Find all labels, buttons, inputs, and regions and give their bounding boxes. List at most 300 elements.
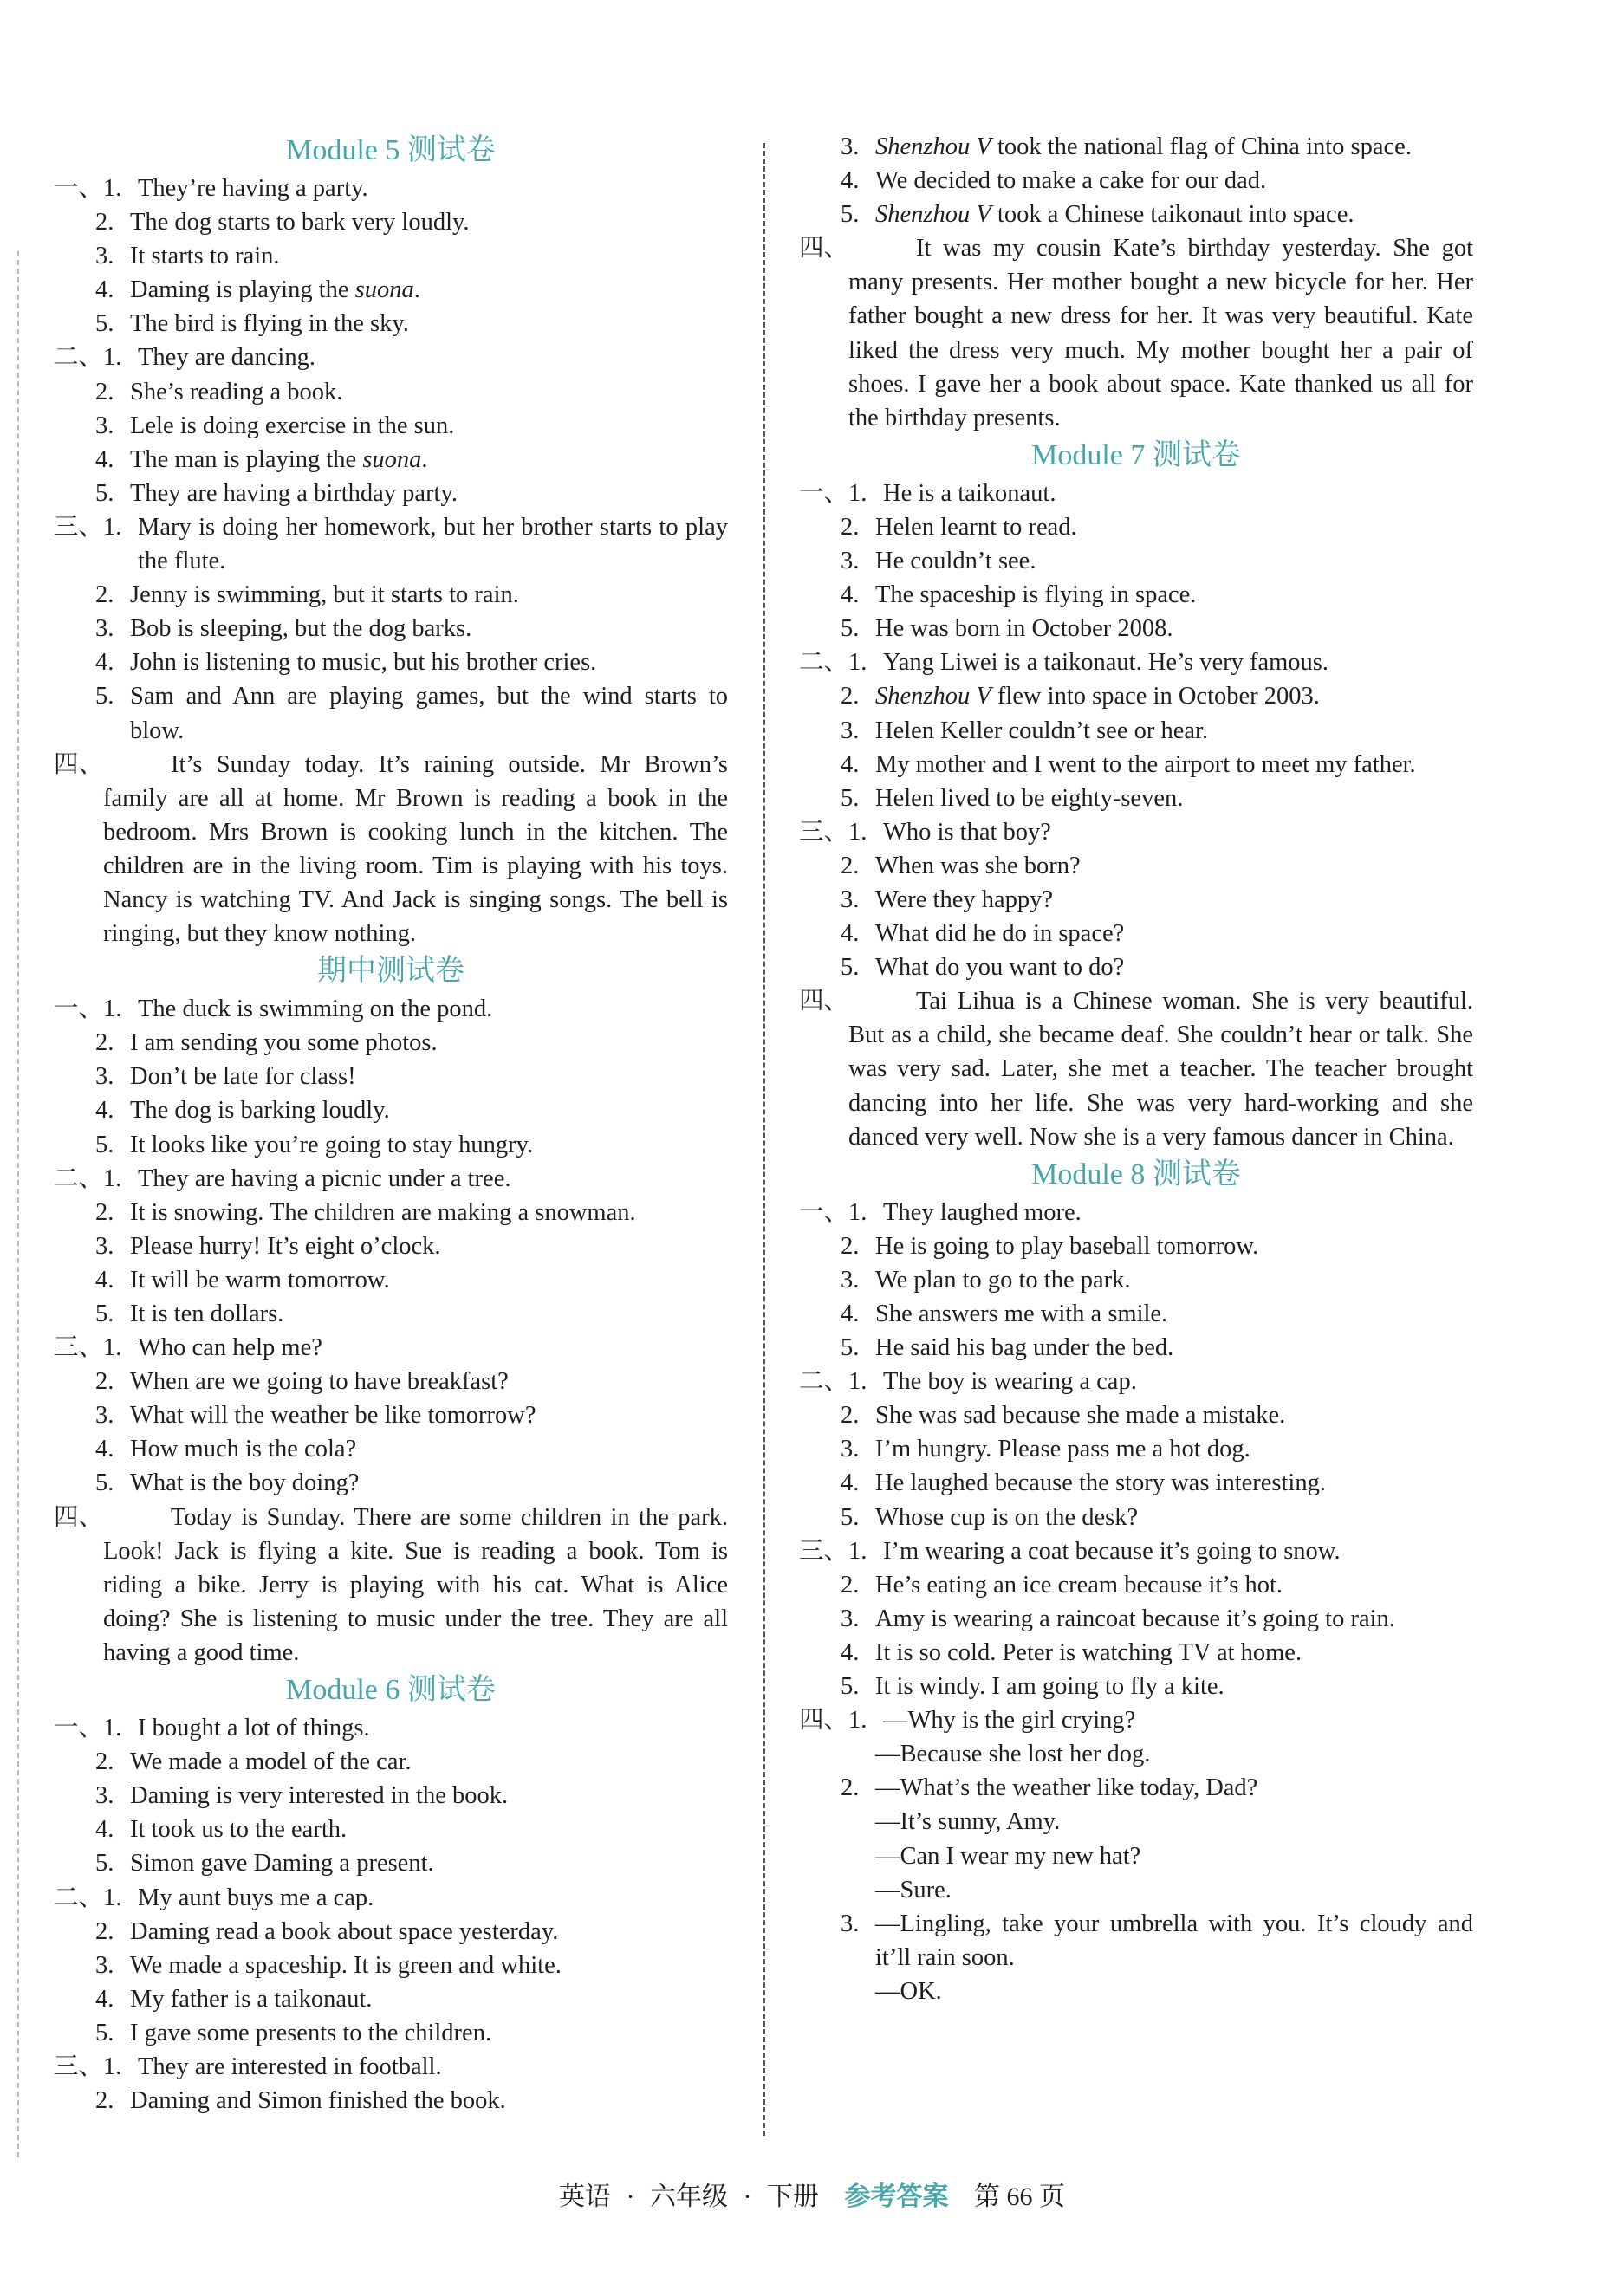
answer-item — [54, 2084, 728, 2118]
item-number — [841, 1975, 875, 2008]
item-number: 3. — [841, 548, 860, 575]
section-label — [799, 1501, 841, 1534]
answer-item — [54, 2016, 728, 2050]
section-label — [54, 612, 95, 645]
answer-item — [54, 341, 728, 374]
item-number: 2. — [95, 209, 114, 237]
item-number: 1. — [103, 996, 122, 1023]
answer-item — [54, 1432, 728, 1466]
item-number: 3. — [841, 717, 860, 744]
section-label: 一、 — [54, 175, 104, 202]
answer-text: The boy is wearing a cap. — [883, 1368, 1137, 1396]
answer-item — [799, 1432, 1473, 1466]
section-label — [799, 1907, 841, 1975]
answer-item — [54, 1846, 728, 1880]
answer-item — [54, 273, 728, 307]
item-number: 2. — [841, 852, 860, 879]
section-label — [799, 1839, 841, 1873]
answer-text: —Sure. — [875, 1876, 952, 1904]
item-number: 2. — [95, 581, 114, 609]
item-number: 3. — [95, 1063, 114, 1091]
section-label — [54, 1813, 95, 1846]
answer-text: When are we going to have breakfast? — [130, 1368, 509, 1396]
answer-text: Daming and Simon finished the book. — [130, 2087, 506, 2115]
item-number: 1. — [848, 1198, 867, 1226]
answer-item — [799, 815, 1473, 849]
answer-text: It will be warm tomorrow. — [130, 1266, 390, 1294]
section-label — [54, 375, 95, 409]
answer-text: Amy is wearing a raincoat because it’s going to rain. — [875, 1605, 1395, 1632]
item-number: 4. — [841, 1638, 860, 1666]
section-label — [799, 917, 841, 950]
answer-item — [54, 1162, 728, 1196]
answer-text: He said his bag under the bed. — [875, 1334, 1174, 1362]
answer-text: Shenzhou V took the national flag of China into space. — [875, 133, 1412, 160]
answer-item — [799, 1873, 1473, 1907]
item-number: 3. — [95, 412, 114, 439]
answer-item — [54, 375, 728, 409]
item-number: 4. — [841, 167, 860, 195]
section-label: 二、 — [799, 649, 849, 677]
item-number: 1. — [103, 344, 122, 372]
section-label — [799, 130, 841, 164]
item-number: 3. — [841, 1436, 860, 1463]
page-footer — [0, 2175, 1624, 2213]
section-label — [54, 2016, 95, 2050]
answer-text: He was born in October 2008. — [875, 615, 1173, 643]
section-label — [799, 1873, 841, 1907]
section-label: 一、 — [54, 996, 104, 1023]
section-label: 三、 — [54, 1334, 104, 1362]
item-number: 5. — [95, 479, 114, 507]
answer-text: Helen Keller couldn’t see or hear. — [875, 717, 1209, 744]
section-label — [799, 1805, 841, 1839]
section-label: 二、 — [54, 344, 104, 372]
answer-item — [54, 679, 728, 747]
answer-item — [54, 409, 728, 443]
answer-text: Were they happy? — [875, 885, 1054, 913]
section-label — [54, 409, 95, 443]
section-label — [799, 164, 841, 198]
answer-text: He is a taikonaut. — [883, 479, 1056, 507]
answer-text: Whose cup is on the desk? — [875, 1503, 1139, 1531]
answer-item — [799, 1466, 1473, 1500]
section-label — [54, 1128, 95, 1162]
answer-item — [54, 1398, 728, 1432]
answer-text: My mother and I went to the airport to meet my father. — [875, 750, 1416, 778]
answer-text: We plan to go to the park. — [875, 1266, 1131, 1294]
answer-item — [799, 1229, 1473, 1263]
answer-text: I’m hungry. Please pass me a hot dog. — [875, 1436, 1250, 1463]
item-number: 5. — [95, 1850, 114, 1878]
section-label — [54, 1398, 95, 1432]
item-number: 4. — [95, 276, 114, 304]
section-label — [799, 950, 841, 984]
answer-text: Yang Liwei is a taikonaut. He’s very famous. — [883, 649, 1328, 677]
passage-text: It was my cousin Kate’s birthday yesterday. She got many presents. Her mother bought a new bicycle for her. Her father bought a new dress for her. It was very beautiful. Kate liked the dress very much. My mother bought her a pair of shoes. I gave her a book about space. Kate thanked us all for the birthday presents. — [848, 235, 1473, 431]
section-title: Module 6 测试卷 — [286, 1674, 496, 1707]
section-label: 三、 — [799, 818, 849, 846]
item-number: 3. — [95, 1232, 114, 1260]
answer-text: What is the boy doing? — [130, 1469, 360, 1497]
answer-text: How much is the cola? — [130, 1436, 357, 1463]
section-label — [54, 273, 95, 307]
footer-page-number: 第 66 页 — [974, 2182, 1065, 2211]
answer-text: Sam and Ann are playing games, but the wind starts to blow. — [130, 683, 728, 744]
passage-text: Tai Lihua is a Chinese woman. She is very beautiful. But as a child, she became deaf. She couldn’t hear or talk. She was very sad. Later, she met a teacher. The teacher brought dancing into her life. She was very hard-working and she danced very well. Now she is a very famous dancer in China. — [848, 988, 1473, 1151]
answer-text: What do you want to do? — [875, 954, 1125, 982]
item-number: 4. — [95, 1097, 114, 1125]
item-number: 3. — [95, 1402, 114, 1430]
item-number: 1. — [848, 649, 867, 677]
section-label — [799, 849, 841, 883]
answer-item — [799, 645, 1473, 679]
answer-text: They’re having a party. — [138, 175, 368, 202]
answer-item — [799, 1771, 1473, 1805]
answer-item — [54, 205, 728, 239]
answer-text: Jenny is swimming, but it starts to rain. — [130, 581, 519, 609]
section-label: 三、 — [54, 513, 104, 541]
section-label — [54, 578, 95, 612]
item-number: 1. — [103, 2053, 122, 2080]
item-number: 5. — [95, 2019, 114, 2046]
section-label — [799, 1466, 841, 1500]
answer-item — [799, 1703, 1473, 1737]
answer-text: Bob is sleeping, but the dog barks. — [130, 615, 472, 643]
answer-item — [54, 1982, 728, 2016]
answer-text: Daming is very interested in the book. — [130, 1782, 509, 1810]
answer-text: Daming is playing the suona. — [130, 276, 420, 304]
item-number: 4. — [95, 649, 114, 677]
section-label — [54, 1779, 95, 1813]
footer-grade: 六年级 — [650, 2182, 728, 2211]
answer-item — [54, 1060, 728, 1093]
answer-item — [799, 782, 1473, 815]
section-label — [799, 1670, 841, 1703]
answer-text: —What’s the weather like today, Dad? — [875, 1774, 1258, 1802]
section-title: 期中测试卷 — [317, 955, 464, 988]
answer-text: Daming read a book about space yesterday. — [130, 1917, 559, 1945]
item-number: 2. — [841, 1402, 860, 1430]
answer-item — [799, 1670, 1473, 1703]
answer-text: Shenzhou V took a Chinese taikonaut into space. — [875, 201, 1354, 229]
answer-item — [799, 883, 1473, 917]
answer-text: He’s eating an ice cream because it’s hot. — [875, 1571, 1283, 1599]
answer-item — [799, 1568, 1473, 1602]
item-number: 1. — [103, 1334, 122, 1362]
answer-item — [799, 477, 1473, 510]
answer-text: Who is that boy? — [883, 818, 1051, 846]
section-label: 一、 — [799, 1198, 849, 1226]
item-number: 5. — [841, 784, 860, 812]
answer-item — [54, 645, 728, 679]
section-label — [799, 782, 841, 815]
section-label: 三、 — [54, 2053, 104, 2080]
passage-answer — [799, 231, 1473, 435]
answer-text: They are having a picnic under a tree. — [138, 1164, 511, 1192]
section-label: 二、 — [54, 1884, 104, 1911]
section-label — [54, 1982, 95, 2016]
item-number: 5. — [841, 1503, 860, 1531]
answer-text: He couldn’t see. — [875, 548, 1036, 575]
answer-text: When was she born? — [875, 852, 1081, 879]
section-label — [54, 1196, 95, 1229]
answer-item — [799, 950, 1473, 984]
footer-subject: 英语 — [559, 2182, 611, 2211]
section-label — [799, 1432, 841, 1466]
item-number — [841, 1839, 875, 1873]
passage-answer — [54, 748, 728, 951]
answer-item — [799, 1331, 1473, 1365]
item-number: 4. — [95, 445, 114, 473]
answer-text: They are interested in football. — [138, 2053, 442, 2080]
item-number: 3. — [841, 885, 860, 913]
section-label — [799, 1263, 841, 1297]
passage-text: Today is Sunday. There are some children in the park. Look! Jack is flying a kite. Sue is reading a book. Tom is riding a bike. Jerry is playing with his cat. What is Alice doing? She is listening to music under the tree. They are all having a good time. — [103, 1503, 728, 1666]
answer-item — [799, 1365, 1473, 1398]
answer-text: —Can I wear my new hat? — [875, 1842, 1141, 1870]
section-label — [54, 1026, 95, 1060]
answer-text: It is so cold. Peter is watching TV at home. — [875, 1638, 1302, 1666]
section-label — [799, 1975, 841, 2008]
answer-item — [799, 544, 1473, 578]
answer-item — [799, 510, 1473, 544]
section-label — [799, 679, 841, 713]
section-label: 四、 — [799, 235, 849, 263]
answer-text: Simon gave Daming a present. — [130, 1850, 434, 1878]
item-number: 5. — [95, 1131, 114, 1158]
item-number: 4. — [95, 1266, 114, 1294]
section-label: 四、 — [54, 1503, 104, 1531]
answer-item — [54, 992, 728, 1026]
answer-text: He laughed because the story was interesting. — [875, 1469, 1326, 1497]
item-number: 5. — [95, 683, 114, 710]
answer-item — [799, 1975, 1473, 2008]
section-label — [799, 748, 841, 782]
section-label — [799, 578, 841, 612]
section-label — [54, 1263, 95, 1297]
answer-item — [54, 1949, 728, 1982]
answer-item — [799, 917, 1473, 950]
answer-item — [54, 172, 728, 205]
answer-item — [54, 1128, 728, 1162]
item-number — [841, 1737, 875, 1771]
section-label — [799, 544, 841, 578]
item-number: 4. — [841, 750, 860, 778]
answer-text: They are having a birthday party. — [130, 479, 458, 507]
answer-item — [799, 1534, 1473, 1568]
section-label — [799, 1297, 841, 1331]
answer-item — [799, 164, 1473, 198]
footer-term: 下册 — [767, 2182, 819, 2211]
item-number: 1. — [103, 1715, 122, 1742]
section-label — [799, 1398, 841, 1432]
answer-text: Please hurry! It’s eight o’clock. — [130, 1232, 441, 1260]
answer-text: —OK. — [875, 1977, 942, 2005]
answer-text: It starts to rain. — [130, 243, 280, 270]
item-number: 2. — [95, 1748, 114, 1776]
answer-text: —Because she lost her dog. — [875, 1741, 1151, 1768]
section-label — [54, 1297, 95, 1331]
answer-text: —It’s sunny, Amy. — [875, 1808, 1061, 1836]
answer-item — [54, 1093, 728, 1127]
section-label — [799, 1602, 841, 1636]
item-number: 2. — [841, 683, 860, 710]
answer-text: I bought a lot of things. — [138, 1715, 370, 1742]
answer-item — [54, 477, 728, 510]
answer-text: My aunt buys me a cap. — [138, 1884, 374, 1911]
answer-item — [54, 1813, 728, 1846]
section-label: 四、 — [54, 750, 104, 778]
answer-item — [799, 612, 1473, 645]
section-label — [54, 645, 95, 679]
answer-item — [54, 1466, 728, 1500]
item-number: 3. — [95, 615, 114, 643]
item-number: 5. — [841, 615, 860, 643]
answer-item — [799, 1602, 1473, 1636]
item-number: 1. — [848, 818, 867, 846]
answer-item — [54, 510, 728, 578]
item-number: 3. — [841, 133, 860, 160]
answer-text: Lele is doing exercise in the sun. — [130, 412, 455, 439]
section-label: 四、 — [799, 988, 849, 1015]
section-label — [54, 307, 95, 341]
item-number: 1. — [848, 1707, 867, 1735]
section-label — [54, 679, 95, 747]
answer-text: My father is a taikonaut. — [130, 1985, 373, 2013]
answer-text: What did he do in space? — [875, 920, 1125, 948]
footer-dot: · — [743, 2182, 752, 2211]
section-label: 一、 — [54, 1715, 104, 1742]
item-number: 2. — [95, 1198, 114, 1226]
answer-item — [799, 1907, 1473, 1975]
footer-answers-label: 参考答案 — [844, 2182, 949, 2211]
item-number — [841, 1873, 875, 1907]
answer-text: It is snowing. The children are making a snowman. — [130, 1198, 636, 1226]
section-label — [799, 1568, 841, 1602]
item-number: 4. — [95, 1816, 114, 1844]
section-label — [54, 1093, 95, 1127]
answer-text: The man is playing the suona. — [130, 445, 428, 473]
passage-answer — [54, 1501, 728, 1670]
item-number: 3. — [95, 1782, 114, 1810]
section-label — [54, 1745, 95, 1779]
section-label — [799, 1331, 841, 1365]
section-label — [799, 1229, 841, 1263]
section-label — [54, 1365, 95, 1398]
section-label — [54, 2084, 95, 2118]
answer-item — [54, 578, 728, 612]
item-number: 2. — [841, 513, 860, 541]
answer-item — [54, 1331, 728, 1365]
answer-item — [799, 714, 1473, 748]
answer-text: The spaceship is flying in space. — [875, 581, 1197, 609]
item-number: 1. — [103, 1164, 122, 1192]
section-title: Module 5 测试卷 — [286, 134, 496, 166]
answer-text: Helen learnt to read. — [875, 513, 1077, 541]
answer-item — [799, 1263, 1473, 1297]
binding-cut-line — [17, 251, 19, 2157]
answer-item — [54, 1297, 728, 1331]
answer-item — [54, 1745, 728, 1779]
section-title: Module 7 测试卷 — [1031, 438, 1241, 471]
section-label — [799, 198, 841, 231]
section-label — [799, 612, 841, 645]
footer-dot: · — [626, 2182, 635, 2211]
item-number: 2. — [841, 1232, 860, 1260]
answer-item — [54, 1881, 728, 1915]
answer-text: It took us to the earth. — [130, 1816, 348, 1844]
item-number: 1. — [848, 1368, 867, 1396]
answer-text: It is windy. I am going to fly a kite. — [875, 1673, 1224, 1701]
item-number: 2. — [95, 2087, 114, 2115]
answer-item — [54, 1915, 728, 1949]
item-number: 1. — [848, 1537, 867, 1565]
section-label — [799, 510, 841, 544]
item-number: 2. — [95, 1917, 114, 1945]
item-number: 5. — [841, 1673, 860, 1701]
answer-text: John is listening to music, but his brother cries. — [130, 649, 597, 677]
item-number: 5. — [841, 954, 860, 982]
answer-text: She answers me with a smile. — [875, 1300, 1168, 1327]
answer-item — [54, 1263, 728, 1297]
answer-text: It looks like you’re going to stay hungry. — [130, 1131, 534, 1158]
answer-item — [799, 1737, 1473, 1771]
item-number: 4. — [95, 1985, 114, 2013]
item-number: 5. — [95, 310, 114, 338]
section-label — [54, 205, 95, 239]
answer-item — [54, 239, 728, 273]
answer-text: We made a model of the car. — [130, 1748, 412, 1776]
section-label — [799, 1771, 841, 1805]
section-label — [54, 1229, 95, 1263]
answer-text: The dog is barking loudly. — [130, 1097, 390, 1125]
section-label — [54, 477, 95, 510]
item-number — [841, 1805, 875, 1839]
section-label — [799, 714, 841, 748]
section-label — [799, 1737, 841, 1771]
answer-text: Who can help me? — [138, 1334, 322, 1362]
section-label — [799, 1636, 841, 1670]
item-number: 3. — [841, 1605, 860, 1632]
item-number: 5. — [841, 201, 860, 229]
item-number: 4. — [95, 1436, 114, 1463]
answer-text: —Lingling, take your umbrella with you. It’s cloudy and it’ll rain soon. — [875, 1910, 1473, 1971]
answer-text: I’m wearing a coat because it’s going to snow. — [883, 1537, 1341, 1565]
item-number: 3. — [95, 243, 114, 270]
item-number: 5. — [95, 1300, 114, 1327]
answer-text: The bird is flying in the sky. — [130, 310, 409, 338]
answer-text: I am sending you some photos. — [130, 1029, 438, 1057]
answer-text: The duck is swimming on the pond. — [138, 996, 493, 1023]
answer-item — [799, 1196, 1473, 1229]
item-number: 2. — [95, 1368, 114, 1396]
answer-text: The dog starts to bark very loudly. — [130, 209, 470, 237]
answer-item — [799, 748, 1473, 782]
passage-text: It’s Sunday today. It’s raining outside. Mr Brown’s family are all at home. Mr Brown is reading a book in the bedroom. Mrs Brown is cooking lunch in the kitchen. The children are in the living room. Tim is playing with his toys. Nancy is watching TV. And Jack is singing songs. The bell is ringing, but they know nothing. — [103, 750, 728, 948]
answer-item — [54, 1711, 728, 1745]
answer-text: Mary is doing her homework, but her brother starts to play the flute. — [138, 513, 728, 575]
answer-text: Don’t be late for class! — [130, 1063, 356, 1091]
left-column — [54, 130, 728, 2118]
answer-item — [54, 1365, 728, 1398]
section-label — [54, 239, 95, 273]
answer-item — [54, 2050, 728, 2084]
answer-text: They are dancing. — [138, 344, 315, 372]
answer-text: —Why is the girl crying? — [883, 1707, 1136, 1735]
item-number: 2. — [841, 1571, 860, 1599]
section-label: 四、 — [799, 1707, 849, 1735]
